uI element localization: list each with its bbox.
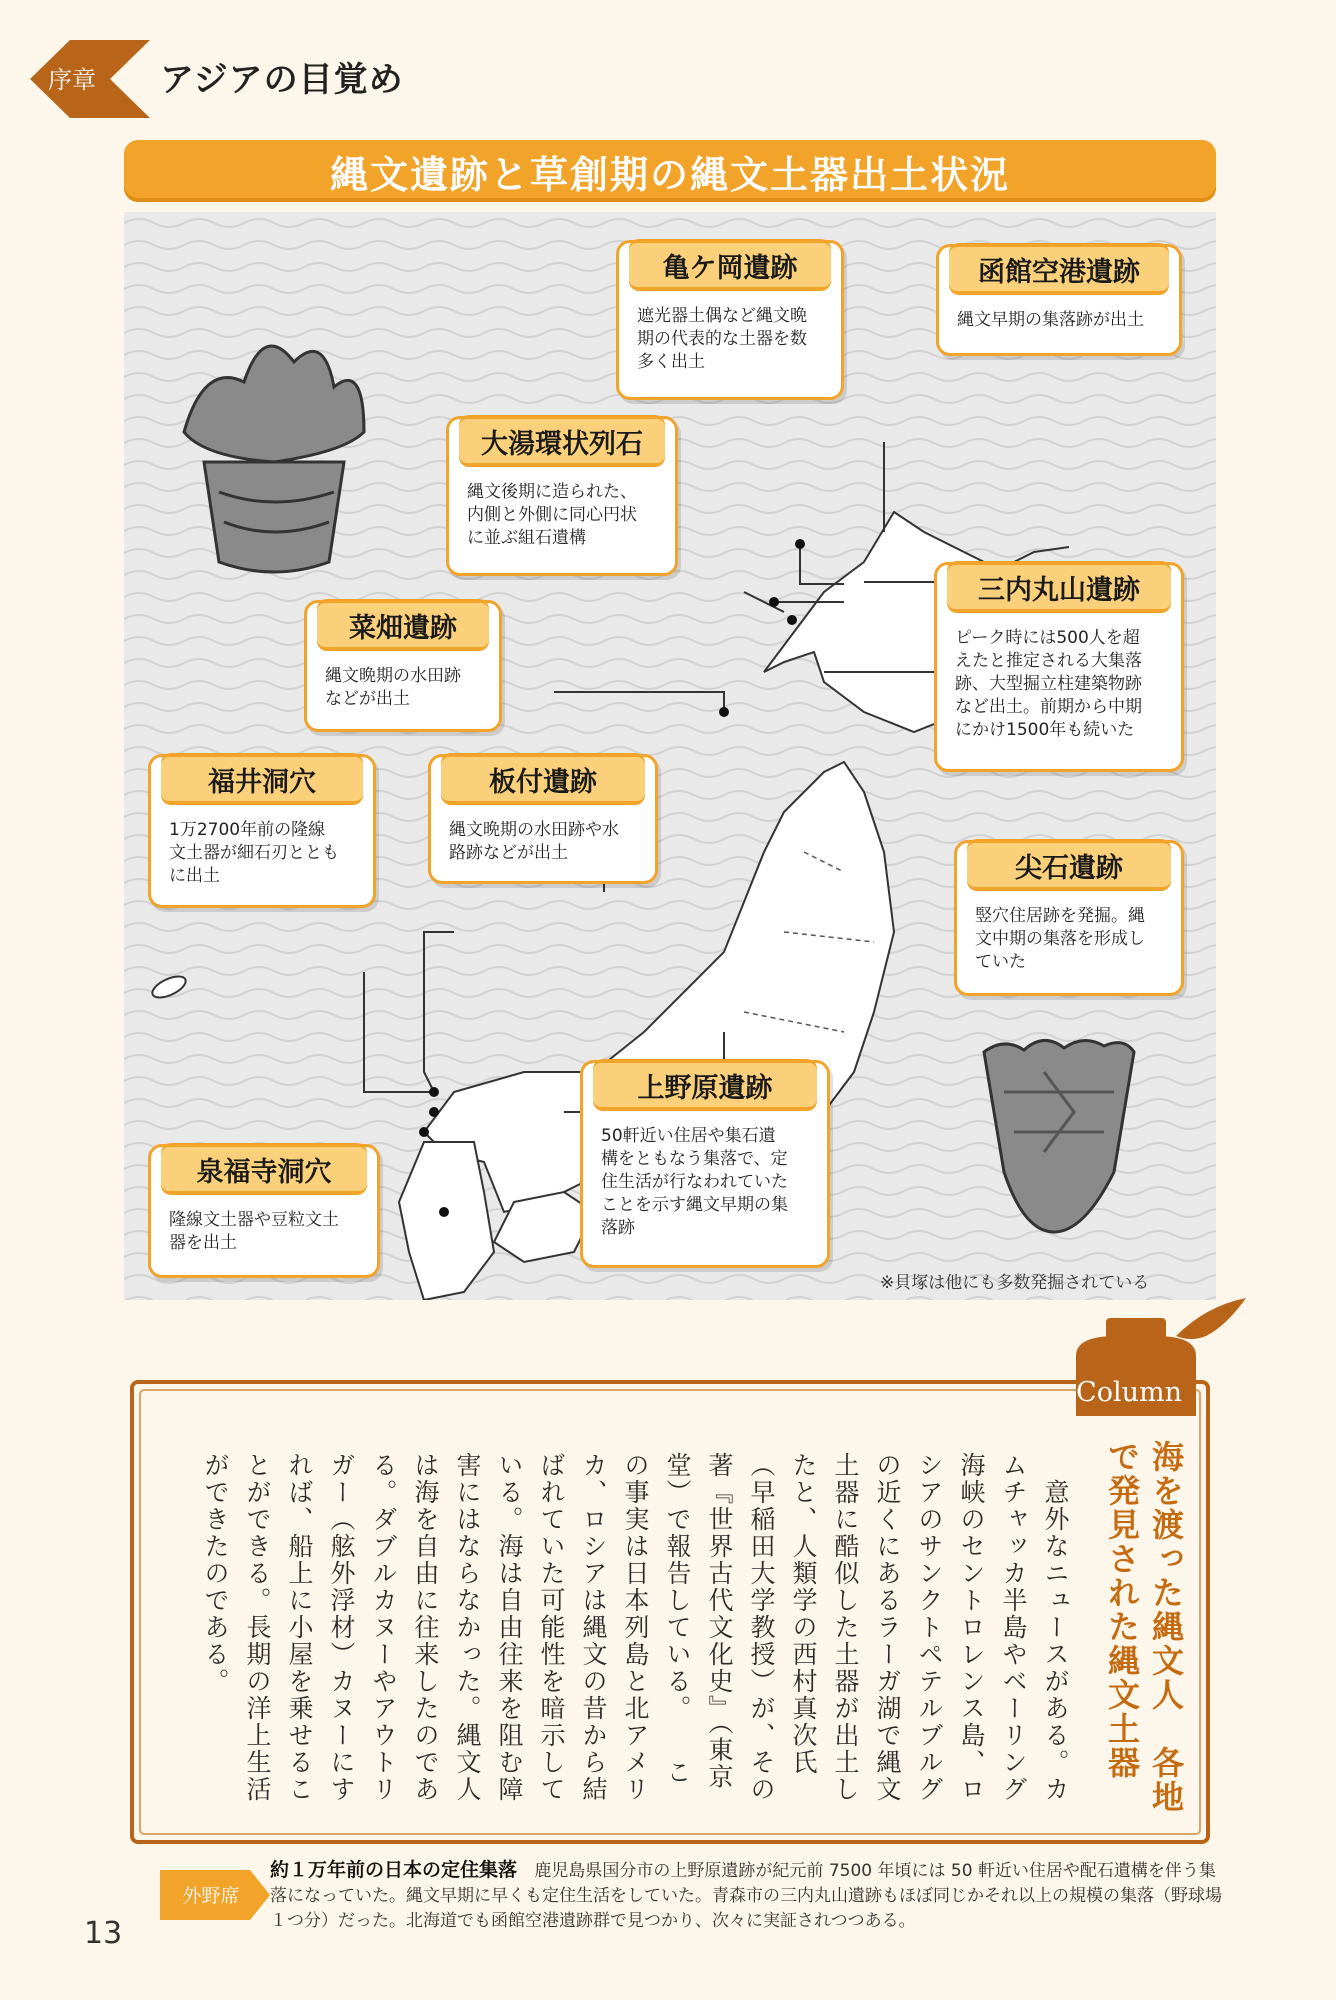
site-desc: 縄文晩期の水田跡 などが出土 xyxy=(325,666,461,709)
site-desc: 隆線文土器や豆粒文土 器を出土 xyxy=(169,1210,339,1253)
chapter-title: アジアの目覚め xyxy=(160,60,404,100)
column-body: 意外なニュースがある。カムチャッカ半島やベーリング海峡のセントロレンス島、ロシアのサンクトペテルブルグの近くにあるラーガ湖で縄文土器に酷似した土器が出土したと、人類学の西村真次氏（早稲田大学教授）が、その著『世界古代文化史』（東京堂）で報告している。 この事実は日本列島と北アメリカ、ロシアは縄文の昔から結ばれていた可能性を暗示している。海は自由往来を阻む障害にはならなかった。縄文人は海を自由に往来したのである。ダブルカヌーやアウトリガー（舷外浮材）カヌーにすれば、船上に小屋を乗せることができる。長期の洋上生活ができたのである。 xyxy=(201,1452,1070,1803)
footnote-tag: 外野席 xyxy=(182,1884,240,1907)
site-oyu-stone-circle xyxy=(446,416,678,576)
site-name: 福井洞穴 xyxy=(161,757,363,801)
footnote-text: 鹿児島県国分市の上野原遺跡が紀元前 7500 年頃には 50 軒近い住居や配石遺構を伴う集落になっていた。縄文早期に早くも定住生活をしていた。青森市の三内丸山遺跡もほぼ同じかそれ以上の規模の集落（野球場１つ分）だった。北海道でも函館空港遺跡群で見つかり、次々に実証されつつある。 xyxy=(270,1861,1222,1931)
chapter-label: 序章 xyxy=(48,66,96,94)
site-desc: ピーク時には500人を超 えたと推定される大集落 跡、大型掘立柱建築物跡 など出土。前期から中期 にかけ1500年も続いた xyxy=(955,628,1142,740)
site-nabatake xyxy=(304,600,502,732)
site-name: 菜畑遺跡 xyxy=(317,603,489,647)
column-title: 海を渡った縄文人 各地で発見された縄文土器 xyxy=(1103,1440,1185,1814)
site-desc: 竪穴住居跡を発掘。縄 文中期の集落を形成し ていた xyxy=(975,906,1145,972)
footnote xyxy=(270,1858,1230,1934)
site-name: 泉福寺洞穴 xyxy=(161,1147,367,1191)
site-fukui-cave xyxy=(148,754,376,908)
site-name: 大湯環状列石 xyxy=(459,419,665,463)
site-itazuke xyxy=(428,754,658,884)
site-name: 三内丸山遺跡 xyxy=(947,565,1171,609)
section-title: 縄文遺跡と草創期の縄文土器出土状況 xyxy=(124,140,1216,202)
site-togariishi xyxy=(954,840,1184,996)
footnote-heading: 約１万年前の日本の定住集落 xyxy=(270,1859,518,1881)
site-desc: 50軒近い住居や集石遺 構をともなう集落で、定 住生活が行なわれていた ことを示す縄文早期の集 落跡 xyxy=(601,1126,788,1238)
site-name: 函館空港遺跡 xyxy=(949,247,1169,291)
site-senpukuji-cave xyxy=(148,1144,380,1278)
site-name: 上野原遺跡 xyxy=(593,1063,817,1107)
site-desc: 縄文後期に造られた、 内側と外側に同心円状 に並ぶ組石遺構 xyxy=(467,482,637,548)
site-kamegaoka xyxy=(616,240,844,400)
site-hakodate-airport xyxy=(936,244,1182,356)
site-desc: 縄文早期の集落跡が出土 xyxy=(957,310,1144,330)
site-name: 亀ケ岡遺跡 xyxy=(629,243,831,287)
column-label: Column xyxy=(1076,1376,1182,1408)
site-sannai-maruyama xyxy=(934,562,1184,772)
site-uenohara xyxy=(580,1060,830,1268)
site-desc: 遮光器土偶など縄文晩 期の代表的な土器を数 多く出土 xyxy=(637,306,807,372)
page-number: 13 xyxy=(84,1916,123,1951)
site-name: 尖石遺跡 xyxy=(967,843,1171,887)
site-desc: 縄文晩期の水田跡や水 路跡などが出土 xyxy=(449,820,619,863)
site-name: 板付遺跡 xyxy=(441,757,645,801)
site-desc: 1万2700年前の隆線 文土器が細石刃ととも に出土 xyxy=(169,820,339,886)
map-note: ※貝塚は他にも多数発掘されている xyxy=(880,1273,1150,1293)
